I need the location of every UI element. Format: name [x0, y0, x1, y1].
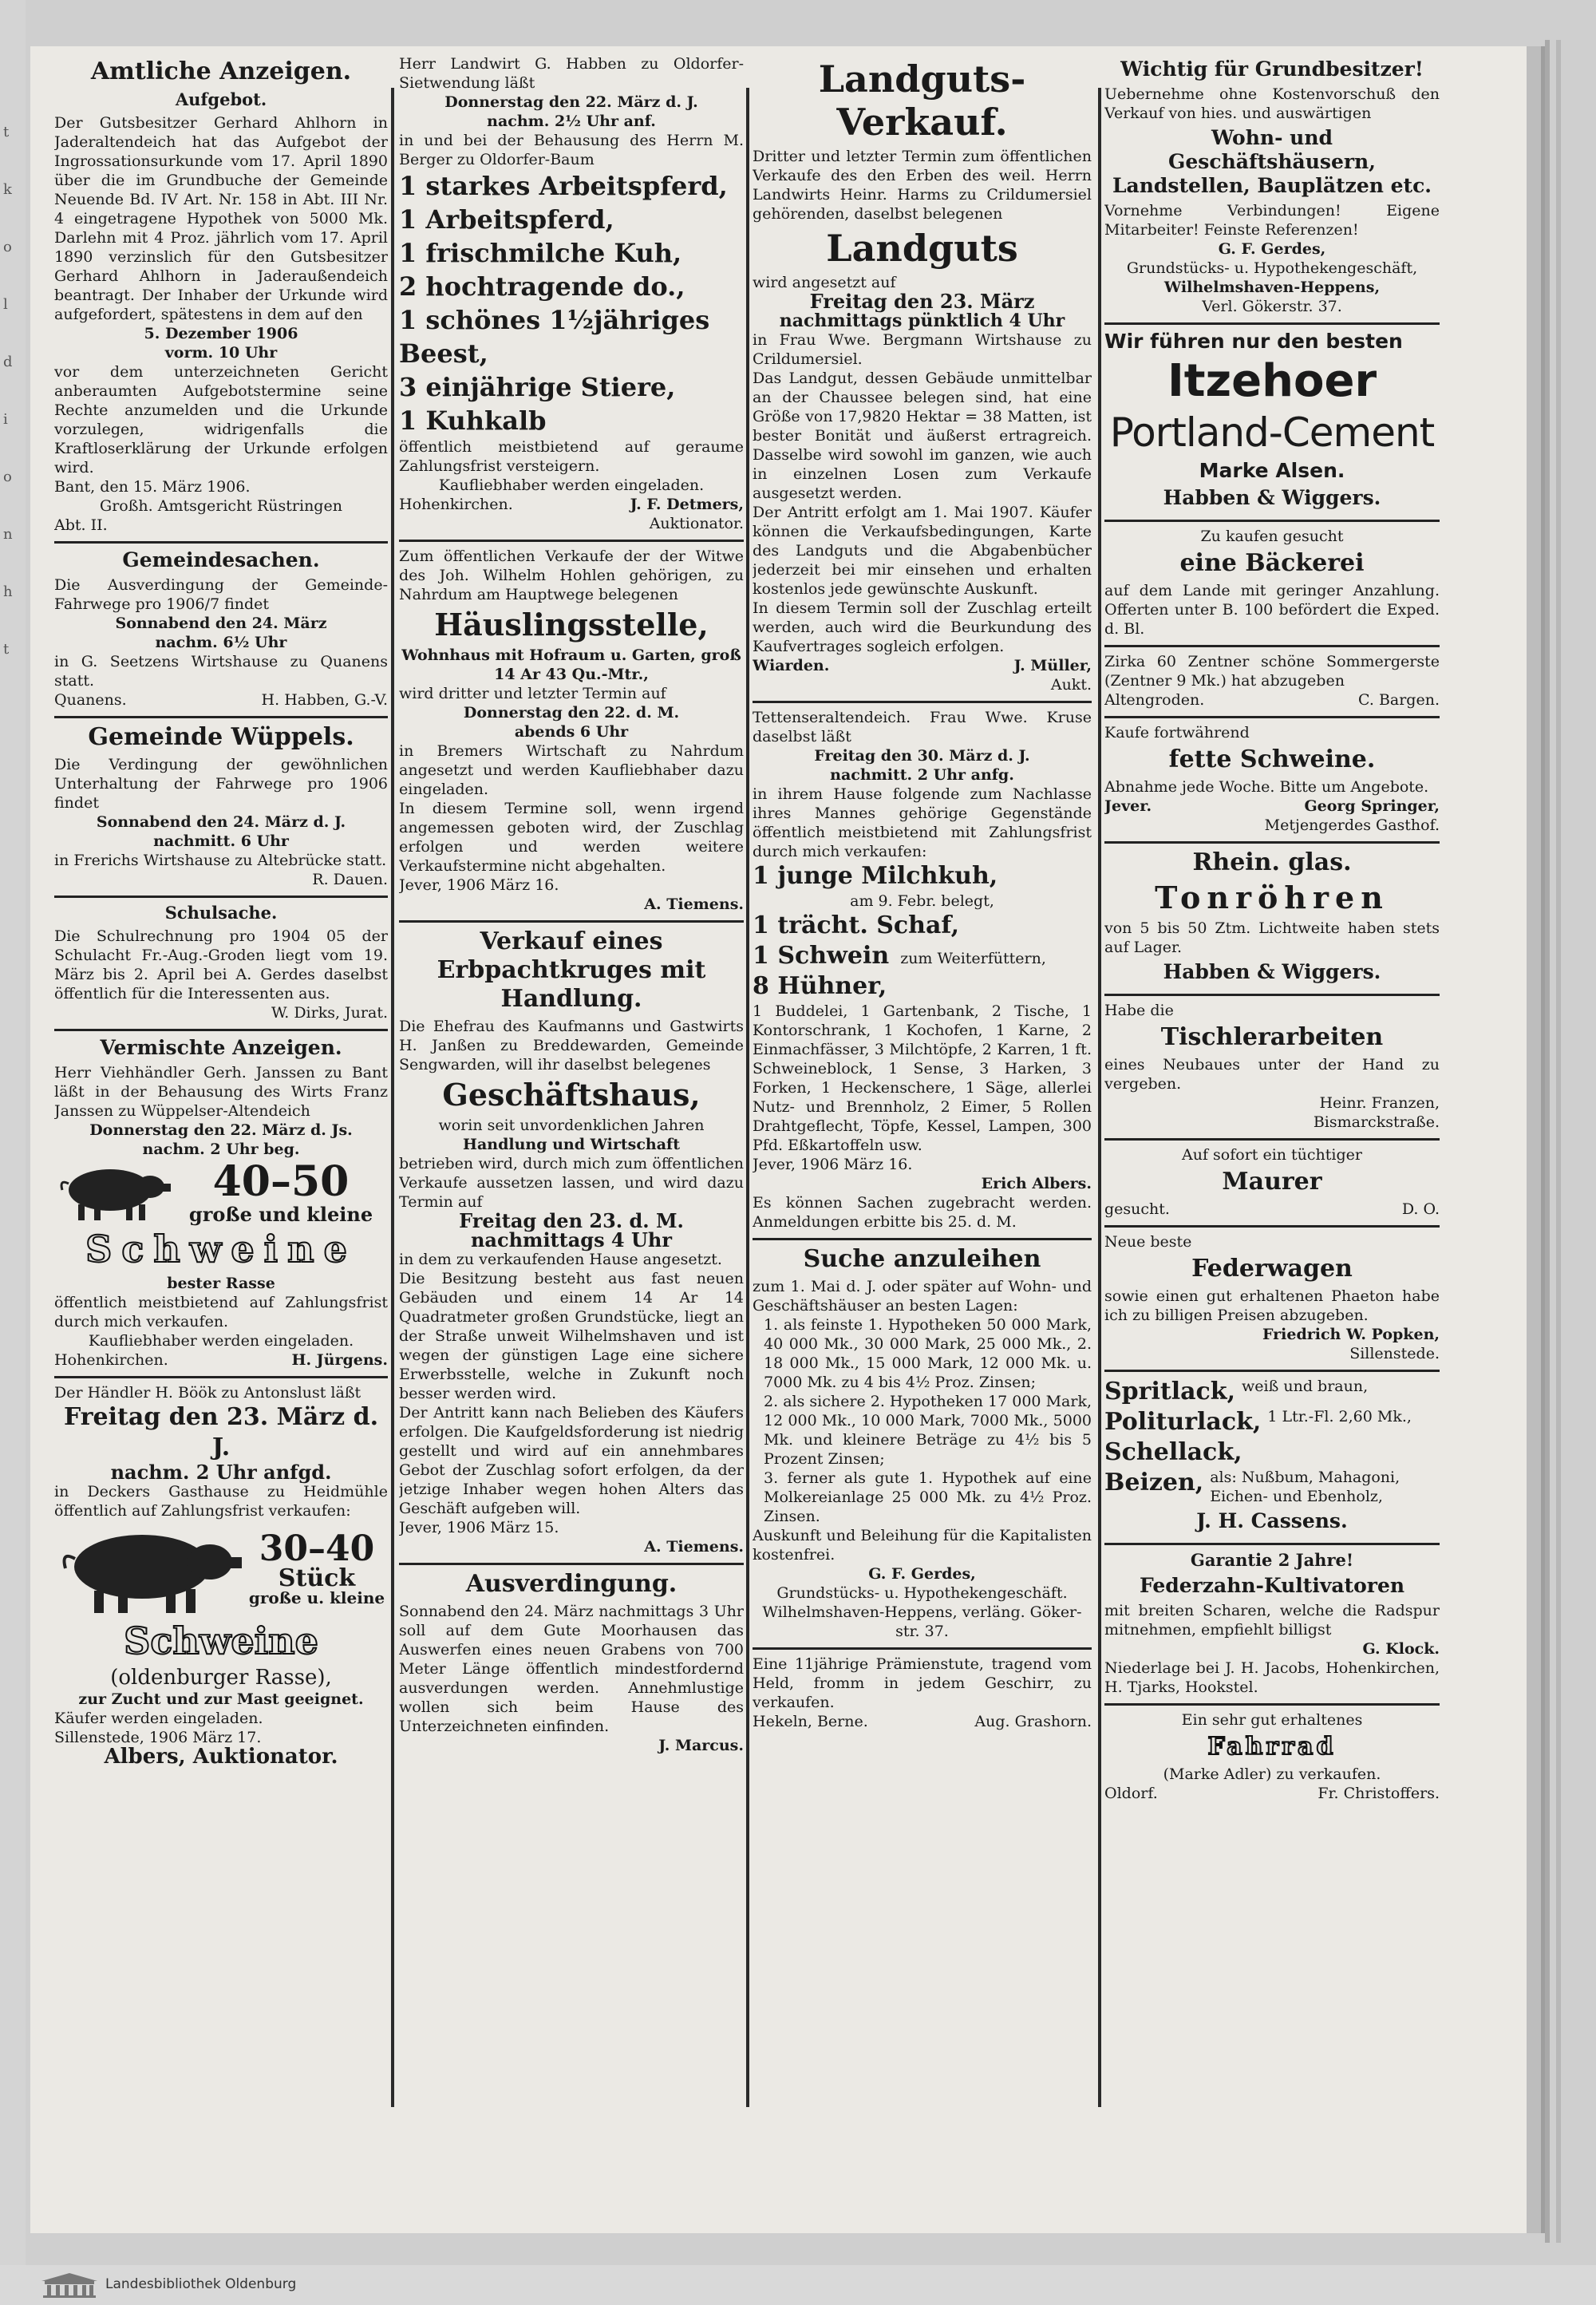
ad-date: Sonnabend den 24. März [115, 615, 327, 632]
ad-body: wird angesetzt auf [753, 274, 896, 291]
ad-signature: Heinr. Franzen, [1319, 1094, 1440, 1112]
sig-name: J. F. Detmers, [630, 496, 744, 513]
ad-federwagen [1104, 1232, 1440, 1372]
ad-signature: G. F. Gerdes, [868, 1565, 976, 1583]
edge-char: n [3, 526, 13, 543]
ad-body: zum 1. Mai d. J. oder später auf Wohn- und Geschäftshäuser an besten Lagen: [753, 1278, 1092, 1315]
ad-body: in Frau Wwe. Bergmann Wirtshause zu Crildumersiel. [753, 331, 1092, 368]
list-item-note: zum Weiterfüttern, [900, 950, 1046, 967]
ad-body: Habe die [1104, 1002, 1174, 1019]
ad-title: Gemeinde Wüppels. [88, 723, 354, 751]
ad-kruse-auction [753, 708, 1092, 1240]
column-rule [391, 88, 394, 2107]
ad-body: Der Antritt kann nach Belieben des Käufers erfolgen. Die Kaufgeldsforderung ist niedrig gestellt und wird auf ein annehmbares Gebot der Zuschlag sofort erfolgen, da der jetzige Inhaber wegen hohen Alters das Geschäft aufgeben will. [399, 1404, 744, 1517]
ad-date: 5. Dezember 1906 [144, 325, 298, 342]
ad-place: Jever, 1906 März 16. [753, 1156, 913, 1173]
ad-signature-detail: Sillenstede. [1349, 1345, 1440, 1362]
ad-date: Sonnabend den 24. März d. J. nachmitt. 6 Uhr [96, 813, 346, 850]
ad-signature-detail: Verl. Gökerstr. 37. [1202, 298, 1342, 315]
ad-signature [54, 1350, 388, 1370]
ad-title: Landguts-Verkauf. [818, 57, 1026, 144]
sig-name: D. O. [1401, 1200, 1440, 1218]
library-name: Landesbibliothek Oldenburg [105, 2276, 297, 2292]
ad-count: 40–50 [212, 1157, 350, 1206]
ad-product: Portland-Cement [1109, 409, 1435, 456]
sig-role: Metjengerdes Gasthof. [1264, 816, 1440, 834]
ad-signature-detail: Bismarckstraße. [1313, 1113, 1440, 1131]
ad-haeuslingsstelle [399, 547, 744, 923]
ad-fette-schweine [1104, 723, 1440, 844]
ad-body: (Marke Adler) zu verkaufen. [1163, 1765, 1381, 1783]
ad-title: Ausverdingung. [465, 1570, 678, 1598]
ad-body: Auskunft und Beleihung für die Kapitalisten kostenfrei. [753, 1527, 1092, 1564]
ad-body: Herr Landwirt G. Habben zu Oldorfer-Sietwendung läßt [399, 55, 744, 92]
ad-headline: Wohn- und Geschäftshäusern, Landstellen, Bauplätzen etc. [1112, 126, 1432, 197]
item-list [399, 169, 744, 437]
sig-place: gesucht. [1104, 1200, 1170, 1218]
ad-time: abends 6 Uhr [514, 723, 629, 741]
ad-body: Tettenseraltendeich. Frau Wwe. Kruse daselbst läßt [753, 709, 1092, 745]
list-item-row [753, 941, 1092, 971]
ad-time: nachmittags 4 Uhr [470, 1228, 673, 1251]
list-item: 1. als feinste 1. Hypotheken 50 000 Mark, 40 000 Mk., 30 000 Mark, 25 000 Mk., 2. 18 000 Mk., 15 000 Mark, 12 000 Mk. u. 7000 Mk. zu 4 bis 4½ Proz. Zinsen; [764, 1316, 1092, 1391]
ad-headline: Schweine [85, 1228, 357, 1271]
list-item: 1 Schwein [753, 942, 890, 970]
ad-signature [399, 495, 744, 514]
ad-dept: Abt. II. [54, 516, 108, 534]
ad-title: Wichtig für Grundbesitzer! [1120, 57, 1424, 81]
ad-grundbesitzer [1104, 57, 1440, 325]
ad-body: betrieben wird, durch mich zum öffentlichen Verkaufe aussetzen lassen, und wird dazu Termin auf [399, 1155, 744, 1211]
ad-gemeinde-wueppels [54, 723, 388, 898]
ad-court: Großh. Amtsgericht Rüstringen [100, 497, 342, 515]
ad-body: Neue beste [1104, 1233, 1192, 1251]
ad-body: in Frerichs Wirtshause zu Altebrücke statt. [54, 852, 387, 869]
ad-signature [753, 1712, 1092, 1731]
sig-role: Auktionator. [649, 515, 744, 532]
ad-detail: Wohnhaus mit Hofraum u. Garten, groß 14 Ar 43 Qu.-Mtr., [401, 646, 741, 683]
ad-list: 1 Buddelei, 1 Gartenbank, 2 Tische, 1 Kontorschrank, 1 Kochofen, 1 Karne, 2 Einmachfässer, 3 Milchtöpfe, 2 Karren, 1 ft. Schweineblock, 1 Sense, 3 Harken, 3 Forken, 1 Heckenschere, 1 Säge, allerlei Nutz- und Brennholz, 2 Eimer, 5 Rollen Drahtgeflecht, Töpfe, Kessel, Lampen, 300 Pfd. Eßkartoffeln usw. [753, 1002, 1092, 1154]
ad-signature-detail: Grundstücks- u. Hypothekengeschäft. Wilhelmshaven-Heppens, verläng. Göker-str. 37. [762, 1584, 1082, 1640]
edge-char: i [3, 411, 8, 428]
list-item: 1 trächt. Schaf, [753, 911, 960, 939]
list-item: 2 hochtragende do., [399, 271, 685, 302]
ad-body: In diesem Termin soll der Zuschlag erteilt werden, auch wird die Beurkundung des Kaufvertrages sogleich erfolgen. [753, 599, 1092, 655]
ad-title: Suche anzuleihen [803, 1245, 1041, 1273]
sig-place: Jever. [1104, 797, 1152, 815]
ad-body: worin seit unvordenklichen Jahren [438, 1117, 705, 1134]
ad-signature [54, 690, 388, 710]
section-title: Vermischte Anzeigen. [100, 1036, 342, 1059]
edge-char: k [3, 181, 12, 198]
sig-place: Hohenkirchen. [54, 1351, 168, 1369]
list-item: 1 starkes Arbeitspferd, [399, 171, 728, 201]
list-item: 3 einjährige Stiere, [399, 372, 676, 402]
section-title: Amtliche Anzeigen. [90, 57, 352, 85]
ad-body: öffentlich meistbietend auf Zahlungsfrist durch mich verkaufen. [54, 1294, 388, 1330]
ad-title: Verkauf eines Erbpachtkruges mit Handlung. [437, 927, 706, 1013]
ad-body: vor dem unterzeichneten Gericht anberaumten Aufgebotstermine seine Rechte anzumelden und die Urkunde vorzulegen, widrigenfalls die Kraftloserklärung der Urkunde erfolgen wird. [54, 363, 388, 476]
ad-fahrrad [1104, 1710, 1440, 1809]
ad-body: Auf sofort ein tüchtiger [1182, 1146, 1362, 1164]
ad-signature: A. Tiemens. [644, 896, 744, 913]
ad-body: Abnahme jede Woche. Bitte um Angebote. [1104, 778, 1429, 796]
ad-headline: Politurlack, [1104, 1408, 1262, 1436]
ad-baeckerei [1104, 527, 1440, 647]
ad-headline: fette Schweine. [1168, 745, 1376, 773]
ad-body: Käufer werden eingeladen. [54, 1710, 263, 1727]
ad-body: Zu kaufen gesucht [1200, 528, 1344, 545]
ad-body: Zum öffentlichen Verkaufe der der Witwe des Joh. Wilhelm Hohlen gehörigen, zu Nahrdum am Hauptwege belegenen [399, 548, 744, 603]
ad-signature: Habben & Wiggers. [1163, 486, 1381, 509]
sig-name: C. Bargen. [1358, 691, 1440, 709]
ad-landguts-verkauf [753, 57, 1092, 703]
ad-place: Bant, den 15. März 1906. [54, 478, 251, 496]
ad-time: nachm. 6½ Uhr [155, 634, 287, 651]
ad-headline: eine Bäckerei [1179, 549, 1365, 577]
ad-body: Es können Sachen zugebracht werden. Anmeldungen erbitte bis 25. d. M. [753, 1194, 1092, 1231]
sig-place: Quanens. [54, 691, 127, 709]
ad-signature: W. Dirks, Jurat. [271, 1004, 388, 1022]
ad-signature: G. Klock. [1362, 1640, 1440, 1658]
ad-body: In diesem Termine soll, wenn irgend angemessen geboten wird, der Zuschlag erfolgen und werden weitere Verkaufstermine nicht abgehalten. [399, 800, 744, 875]
ad-title: Schulsache. [164, 903, 278, 923]
ad-title: Garantie 2 Jahre! [1190, 1550, 1354, 1570]
list-item: 1 Arbeitspferd, [399, 204, 614, 235]
footer-bar [0, 2265, 1596, 2305]
ad-signature: Erich Albers. [981, 1175, 1092, 1192]
sig-place: Wiarden. [753, 657, 830, 674]
list-item: 1 frischmilche Kuh, [399, 238, 682, 268]
sig-name: Aug. Grashorn. [974, 1713, 1092, 1730]
ad-body: Sonnabend den 24. März nachmittags 3 Uhr soll auf dem Gute Moorhausen das Auswerfen eines neuen Grabens von 700 Meter Länge öffentlich mindestfordernd ausverdungen werden. Annehmlustige wollen sich beim Hause des Unterzeichneten einfinden. [399, 1603, 744, 1735]
column-2 [399, 54, 744, 1766]
ad-signature: G. F. Gerdes, [1218, 240, 1326, 258]
ad-headline: Tischlerarbeiten [1160, 1023, 1384, 1051]
column-3 [753, 54, 1092, 1742]
ad-place: Jever, 1906 März 15. [399, 1519, 559, 1536]
ad-row [1104, 1468, 1440, 1506]
edge-char: t [3, 641, 10, 658]
ad-body: Der Händler H. Böök zu Antonslust läßt [54, 1384, 361, 1402]
ad-date: Donnerstag den 22. März d. Js. [89, 1121, 353, 1139]
ad-body: in Bremers Wirtschaft zu Nahrdum angesetzt und werden Kaufliebhaber dazu eingeladen. [399, 742, 744, 798]
ad-signature: Habben & Wiggers. [1163, 960, 1381, 983]
ad-ausverdingung [399, 1570, 744, 1761]
ad-body: Kaufe fortwährend [1104, 724, 1250, 741]
ad-signature: Albers, Auktionator. [104, 1745, 338, 1769]
ad-headline: Federzahn-Kultivatoren [1139, 1574, 1405, 1597]
ad-date: Freitag den 23. d. M. [459, 1209, 684, 1232]
library-building-icon [40, 2271, 99, 2299]
ad-schweine-jansen [54, 1036, 388, 1378]
ad-body: sowie einen gut erhaltenen Phaeton habe ich zu billigen Preisen abzugeben. [1104, 1287, 1440, 1324]
ad-date: Donnerstag den 22. März d. J. [444, 93, 698, 111]
ad-date: Freitag den 30. März d. J. [814, 747, 1030, 765]
ad-detail: Handlung und Wirtschaft [463, 1136, 680, 1153]
ad-signature: J. Marcus. [658, 1737, 744, 1754]
ad-body: Niederlage bei J. H. Jacobs, Hohenkirchen, H. Tjarks, Hookstel. [1104, 1659, 1440, 1696]
ad-body: Der Gutsbesitzer Gerhard Ahlhorn in Jaderaltendeich hat das Aufgebot der Ingrossationsurkunde vom 17. April 1890 über die im Grundbuche der Gemeinde Neuende Bd. IV Art. Nr. 158 in Abt. III Nr. 4 eingetragene Hypothek von 5000 Mk. Darlehn mit 4 Proz. jährlich vom 17. April 1890 verzinslich für den Gutsbesitzer Gerhard Ahlhorn in Jaderaußendeich beantragt. Der Inhaber der Urkunde wird aufgefordert, spätestens in dem auf den [54, 114, 388, 323]
page-edge [1545, 40, 1550, 2243]
ad-date: Donnerstag den 22. d. M. [463, 704, 680, 722]
ad-headline: Fahrrad [1207, 1733, 1337, 1761]
list-item: 1 junge Milchkuh, [753, 862, 998, 890]
ad-body: Kaufliebhaber werden eingeladen. [438, 476, 705, 494]
sig-name: J. Müller, [1013, 657, 1092, 674]
ad-time: nachm. 2 Uhr beg. [142, 1141, 300, 1158]
ad-purpose: zur Zucht und zur Mast geeignet. [78, 1690, 364, 1708]
ad-count: 30–40 [259, 1528, 375, 1569]
ad-body: in und bei der Behausung des Herrn M. Berger zu Oldorfer-Baum [399, 132, 744, 168]
ad-body: mit breiten Scharen, welche die Radspur mitnehmen, empfiehlt billigst [1104, 1602, 1440, 1639]
ad-count-desc: große und kleine [188, 1203, 373, 1226]
ad-body: Uebernehme ohne Kostenvorschuß den Verkauf von hies. und auswärtigen [1104, 85, 1440, 122]
ad-body: Die Verdingung der gewöhnlichen Unterhaltung der Fahrwege pro 1906 findet [54, 756, 388, 812]
ad-signature: Friedrich W. Popken, [1262, 1326, 1440, 1343]
ad-body: Die Ehefrau des Kaufmanns und Gastwirts H. Janßen zu Breddewarden, Gemeinde Sengwarden, will ihr daselbst belegenes [399, 1018, 744, 1073]
ad-gemeindesachen [54, 548, 388, 718]
column-rule [1098, 88, 1101, 2107]
ad-signature [1104, 1200, 1440, 1219]
ad-body: Der Antritt erfolgt am 1. Mai 1907. Käufer können die Verkaufsbedingungen, Karte des Landguts und die Abgabenbücher jederzeit bei mir einsehen und erhalten kostenlos jede gewünschte Auskunft. [753, 504, 1092, 598]
pig-row [54, 1159, 388, 1224]
ad-row [1104, 1407, 1440, 1437]
ad-signature [753, 656, 1092, 675]
ad-time: nachmitt. 2 Uhr anfg. [830, 766, 1014, 784]
pig-icon [54, 1520, 246, 1616]
ad-place: Sillenstede, 1906 März 17. [54, 1729, 262, 1746]
ad-body: Vornehme Verbindungen! Eigene Mitarbeiter! Feinste Referenzen! [1104, 202, 1440, 239]
sig-place: Altengroden. [1104, 691, 1205, 709]
ad-body: in G. Seetzens Wirtshause zu Quanens statt. [54, 653, 388, 690]
ad-schweine-boeoek [54, 1383, 388, 1773]
edge-char: t [3, 124, 10, 140]
ad-detail: weiß und braun, [1242, 1378, 1369, 1395]
ad-quality: bester Rasse [167, 1275, 275, 1292]
left-page-strip [0, 0, 26, 2305]
ad-body: Eine 11jährige Prämienstute, tragend vom Held, fromm in jedem Geschirr, zu verkaufen. [753, 1655, 1092, 1711]
ad-body: in ihrem Hause folgende zum Nachlasse ihres Mannes gehörige Gegenstände öffentlich meistbietend mit Zahlungsfrist durch mich verkaufen: [753, 785, 1092, 860]
ad-title: Rhein. glas. [1192, 848, 1352, 876]
list-item-note: am 9. Febr. belegt, [850, 892, 994, 910]
ad-signature [1104, 797, 1440, 816]
column-rule [746, 88, 749, 2107]
ad-date: Freitag den 23. März d. J. [63, 1403, 379, 1461]
ad-body: wird dritter und letzter Termin auf [399, 685, 666, 702]
ad-signature [1104, 690, 1440, 710]
column-4 [1104, 54, 1440, 1814]
ad-sommergerste [1104, 652, 1440, 718]
sig-place: Hohenkirchen. [399, 496, 513, 513]
edge-char: d [3, 354, 13, 370]
ad-body: in Deckers Gasthause zu Heidmühle öffentlich auf Zahlungsfrist verkaufen: [54, 1483, 388, 1520]
edge-char: h [3, 583, 13, 600]
ad-body: Herr Viehhändler Gerh. Janssen zu Bant läßt in der Behausung des Wirts Franz Janssen zu Wüppelser-Altendeich [54, 1064, 388, 1120]
ad-pre: Wir führen nur den besten [1104, 330, 1403, 353]
ad-breed: (oldenburger Rasse), [110, 1666, 332, 1690]
pig-row [54, 1520, 388, 1616]
ad-detail: als: Nußbum, Mahagoni, Eichen- und Ebenholz, [1210, 1469, 1400, 1505]
ad-time: vorm. 10 Uhr [164, 344, 278, 362]
edge-char: l [3, 296, 8, 313]
list-item: 1 Kuhkalb [399, 405, 547, 436]
pig-icon [54, 1160, 174, 1224]
sig-role: Aukt. [1050, 676, 1092, 694]
ad-headline: Schellack, [1104, 1438, 1242, 1466]
ad-tonroehren [1104, 848, 1440, 996]
ad-body: Dritter und letzter Termin zum öffentlichen Verkaufe des den Erben des weil. Herrn Landwirts Heinr. Harms zu Crildumersiel gehörenden, daselbst belegenen [753, 148, 1092, 223]
ad-signature [1104, 1784, 1440, 1803]
ad-schulsache [54, 903, 388, 1031]
ad-row [1104, 1377, 1440, 1407]
ad-body: öffentlich meistbietend auf geraume Zahlungsfrist versteigern. [399, 438, 744, 475]
ad-body: in dem zu verkaufenden Hause angesetzt. [399, 1251, 722, 1268]
ad-signature-detail: Wilhelmshaven-Heppens, [1163, 279, 1381, 296]
ad-place: Jever, 1906 März 16. [399, 876, 559, 894]
ad-subtitle: Aufgebot. [175, 89, 267, 109]
ad-body: eines Neubaues unter der Hand zu vergeben. [1104, 1056, 1440, 1093]
ad-body: Die Schulrechnung pro 1904 05 der Schulacht Fr.-Aug.-Groden liegt vom 19. März bis 2. April bei A. Gerdes daselbst öffentlich für die Interessenten aus. [54, 927, 388, 1002]
ad-time: nachm. 2½ Uhr anf. [487, 113, 656, 130]
ad-signature: J. H. Cassens. [1196, 1509, 1348, 1532]
ad-erbpachtkrug [399, 927, 744, 1565]
sig-name: H. Jürgens. [291, 1351, 388, 1369]
ad-maurer [1104, 1145, 1440, 1228]
list-item: 2. als sichere 2. Hypotheken 17 000 Mark, 12 000 Mk., 10 000 Mark, 7000 Mk., 5000 Mk. und kleinere Beträge zu 4½ bis 5 Prozent Zinsen; [764, 1393, 1092, 1468]
ad-count-unit: Stück [278, 1564, 356, 1592]
ad-body: Kaufliebhaber werden eingeladen. [88, 1332, 354, 1350]
ad-body: Das Landgut, dessen Gebäude unmittelbar an der Chaussee belegen sind, hat eine Größe von 17,9820 Hektar = 38 Matten, ist bester Bonität und äußerst ertragreich. Dasselbe wird sowohl im ganzen, wie auch in einzelnen Losen zum Verkaufe ausgesetzt werden. [753, 370, 1092, 502]
ad-headline: Landguts [826, 227, 1018, 270]
ad-headline: Spritlack, [1104, 1378, 1236, 1406]
ad-headline: Schweine [124, 1619, 318, 1663]
ad-headline: Beizen, [1104, 1469, 1204, 1496]
list-item: 8 Hühner, [753, 972, 887, 1000]
ad-count-desc: große u. kleine [248, 1588, 385, 1607]
list-item: 3. ferner als gute 1. Hypothek auf eine Molkereianlage 25 000 Mk. zu 4½ Proz. Zinsen. [764, 1469, 1092, 1525]
ad-brand: Itzehoer [1167, 355, 1377, 407]
ad-body: Die Besitzung besteht aus fast neuen Gebäuden und einem 14 Ar 14 Quadratmeter großen Grundstücke, liegt an der Straße unweit Wilhelmshaven und ist wegen der günstigen Lage eine sichere Erwerbsstelle, welche in Zukunft noch besser werden wird. [399, 1270, 744, 1402]
edge-char: o [3, 239, 12, 255]
sig-place: Hekeln, Berne. [753, 1713, 868, 1730]
ad-signature: R. Dauen. [312, 871, 388, 888]
ad-detail: 1 Ltr.-Fl. 2,60 Mk., [1267, 1408, 1412, 1425]
edge-char: o [3, 469, 12, 485]
ad-body: von 5 bis 50 Ztm. Lichtweite haben stets auf Lager. [1104, 919, 1440, 956]
sig-place: Oldorf. [1104, 1785, 1158, 1802]
ad-suche-anzuleihen [753, 1245, 1092, 1650]
ad-headline: Geschäftshaus, [442, 1077, 701, 1113]
ad-signature-detail: Grundstücks- u. Hypothekengeschäft, [1126, 259, 1418, 277]
ad-body: auf dem Lande mit geringer Anzahlung. Offerten unter B. 100 befördert die Exped. d. Bl. [1104, 582, 1440, 638]
ad-body: Ein sehr gut erhaltenes [1181, 1711, 1363, 1729]
sig-name: H. Habben, G.-V. [261, 691, 388, 709]
ad-habben-auction [399, 54, 744, 542]
ad-body: Die Ausverdingung der Gemeinde-Fahrwege pro 1906/7 findet [54, 576, 388, 613]
ad-headline: Federwagen [1191, 1255, 1353, 1283]
list-item: 1 schönes 1½jähriges Beest, [399, 305, 710, 369]
column-1 [54, 54, 388, 1777]
ad-date: Freitag den 23. März [809, 290, 1035, 313]
ad-title: Gemeindesachen. [122, 548, 320, 571]
ad-headline: Tonröhren [1155, 880, 1389, 915]
adjacent-page-edge-text [3, 104, 13, 678]
ad-time: nachmittags pünktlich 4 Uhr [779, 310, 1065, 331]
ad-aufgebot [54, 57, 388, 544]
ad-kultivatoren [1104, 1550, 1440, 1706]
sig-name: Georg Springer, [1304, 797, 1440, 815]
ad-tischlerarbeiten [1104, 1001, 1440, 1141]
ad-headline: Maurer [1222, 1168, 1322, 1196]
ad-signature: A. Tiemens. [644, 1538, 744, 1556]
ad-portland-cement [1104, 330, 1440, 522]
sig-name: Fr. Christoffers. [1317, 1785, 1440, 1802]
page-edge [1556, 40, 1561, 2243]
ad-lacke [1104, 1377, 1440, 1545]
ad-time: nachm. 2 Uhr anfgd. [110, 1461, 332, 1484]
ad-body: Zirka 60 Zentner schöne Sommergerste (Zentner 9 Mk.) hat abzugeben [1104, 653, 1440, 690]
ad-headline: Häuslingsstelle, [434, 607, 709, 642]
ad-mark: Marke Alsen. [1199, 459, 1345, 482]
ad-praemienstute [753, 1655, 1092, 1738]
